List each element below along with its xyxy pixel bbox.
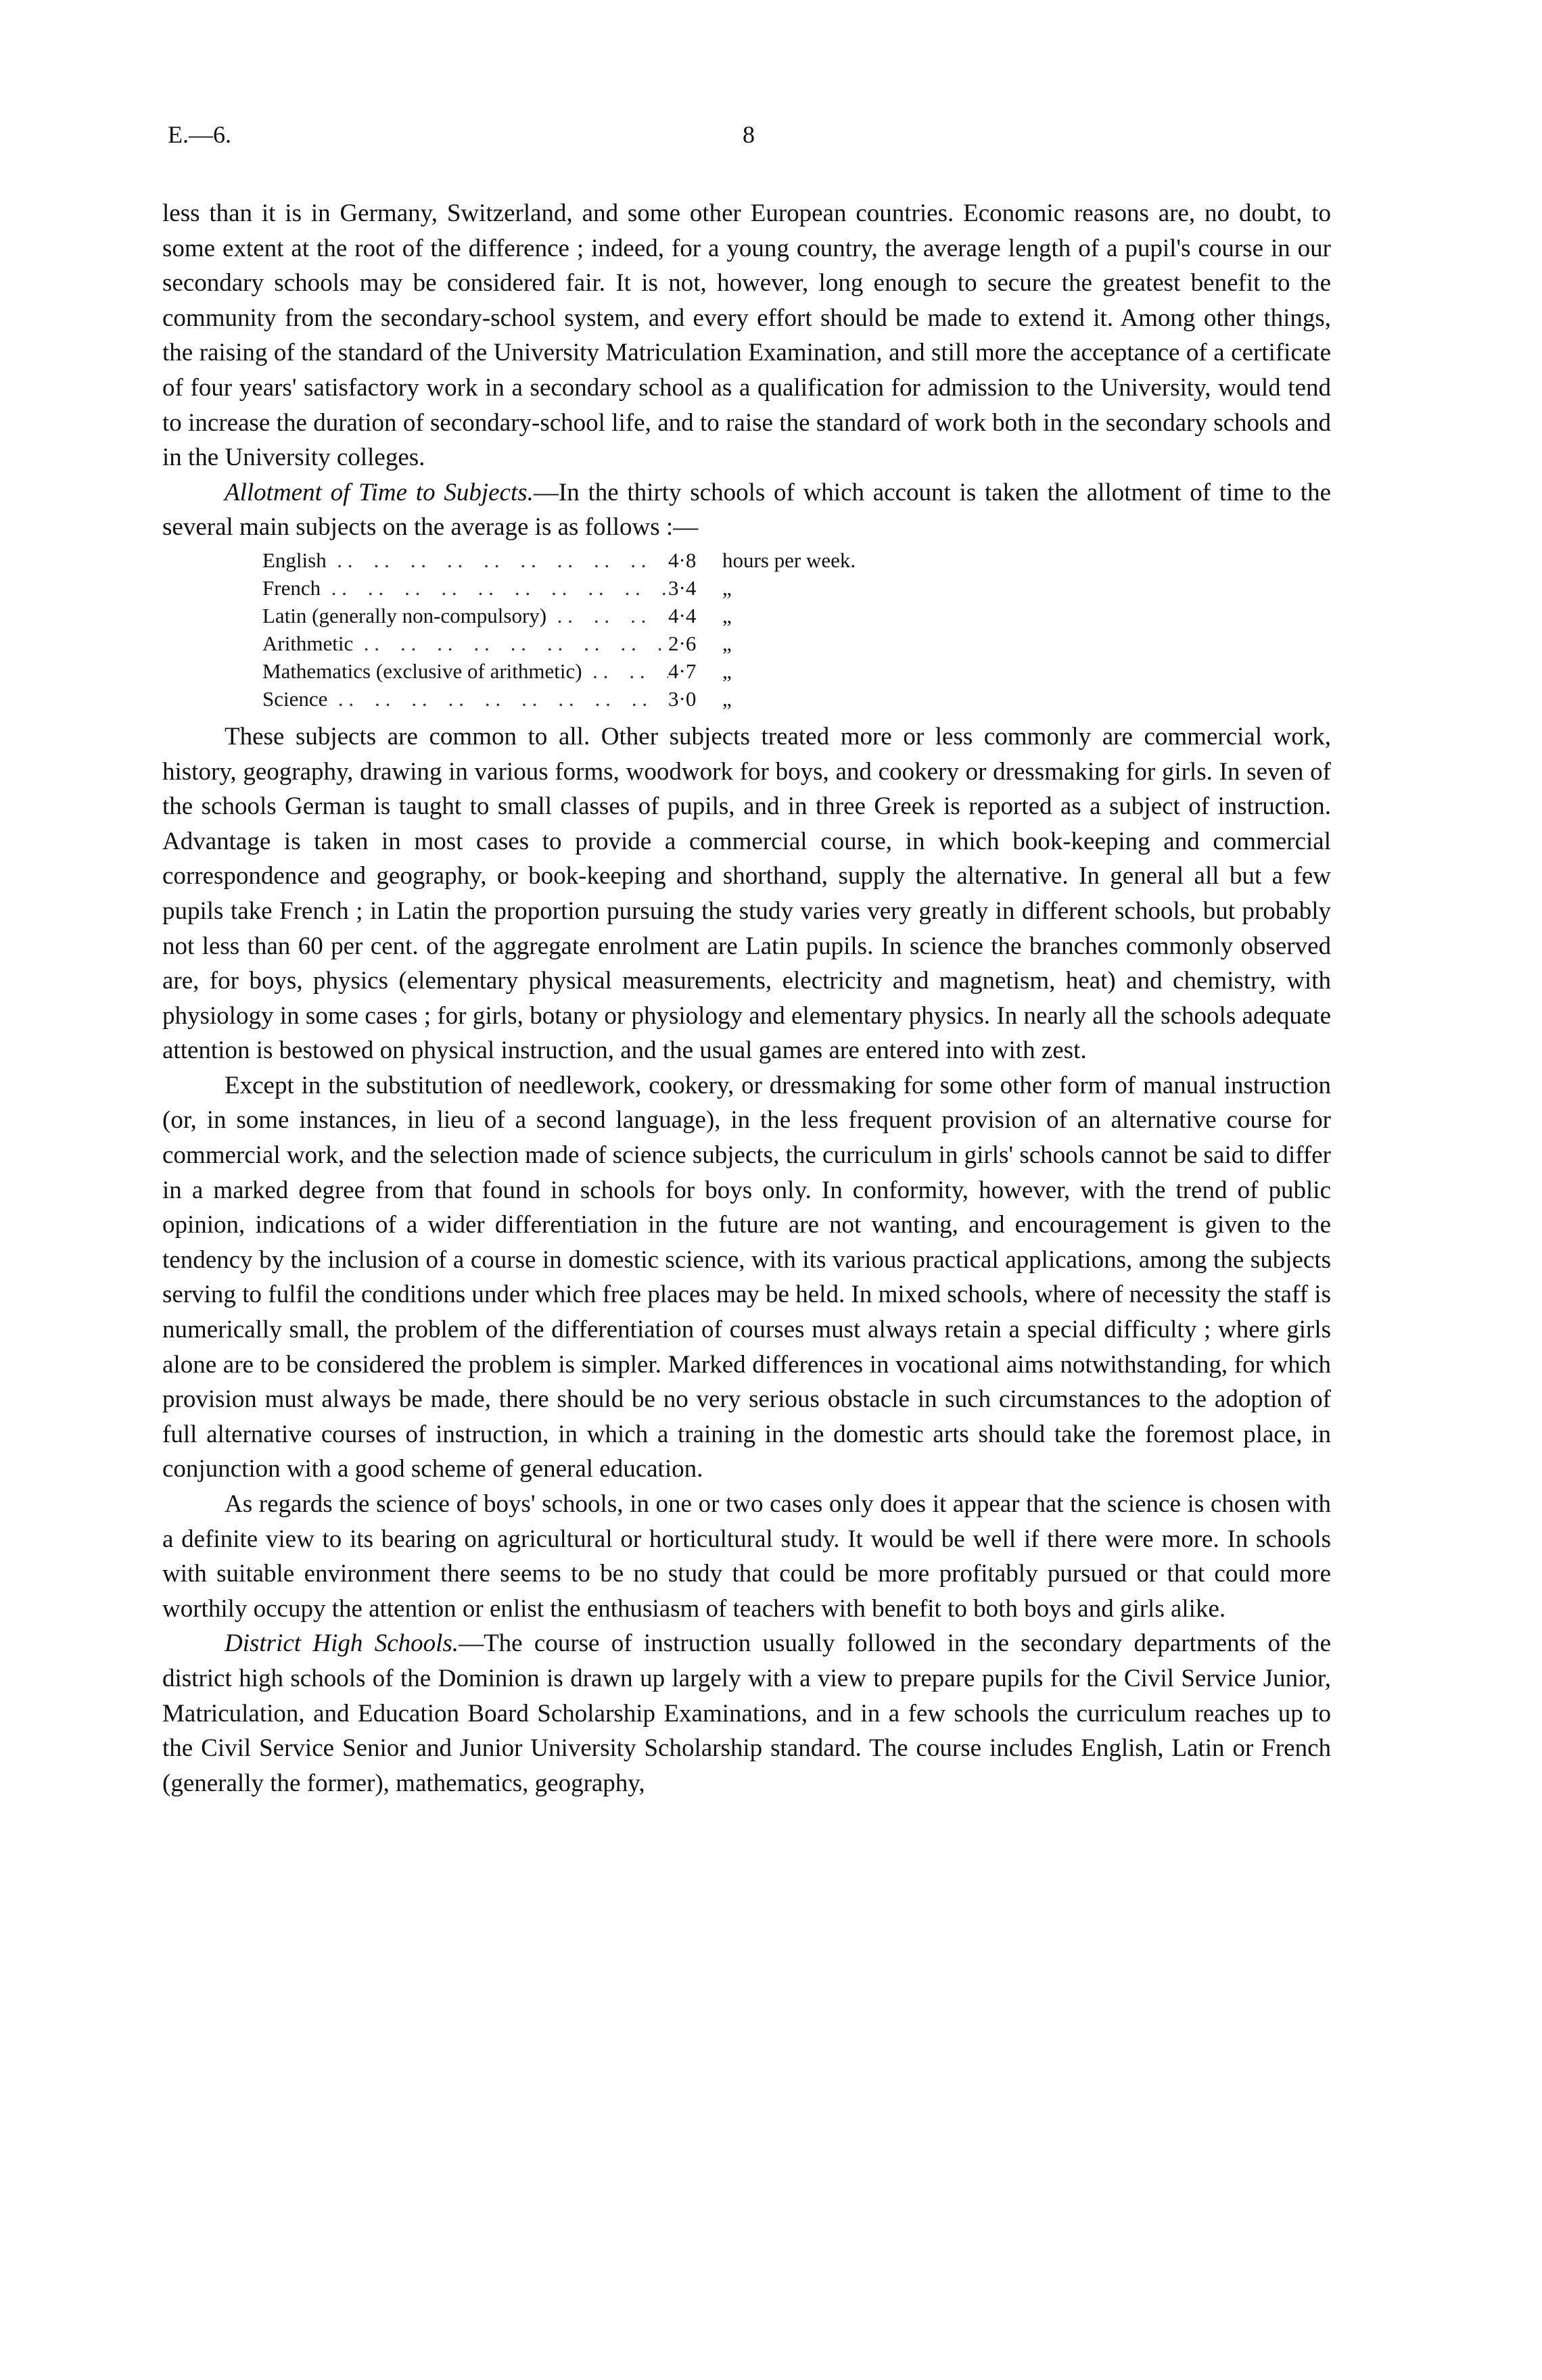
hours-unit: hours per week.: [722, 548, 856, 572]
paragraph-district-text: —The course of instruction usually followed in the secondary departments of the district high schools of the Dominion is drawn up largely with a view to prepare pupils for the Civil Service Junior, Matriculation, and Education Board Scholarship Examinations, and in a few schools the curriculum reaches up to the Civil Service Senior and Junior University Scholarship standard. The course includes English, Latin or French (generally the former), mathematics, geography,: [162, 1629, 1331, 1797]
subject-name: Mathematics (exclusive of arithmetic) . .: [262, 657, 668, 685]
paragraph-district-high-schools: [162, 1626, 1331, 1801]
paragraph-continuation: less than it is in Germany, Switzerland, and some other European countries. Economic reasons are, no doubt, to some extent at the root of the difference ; indeed, for a young country, the average length of a pupil's course in our secondary schools may be considered fair. It is not, however, long enough to secure the greatest benefit to the community from the secondary-school system, and every effort should be made to extend it. Among other things, the raising of the standard of the University Matriculation Examination, and still more the acceptance of a certificate of four years' satisfactory work in a secondary school as a qualification for admission to the University, would tend to increase the duration of secondary-school life, and to raise the standard of work both in the secondary schools and in the University colleges.: [162, 199, 1331, 472]
subject-name: French . .: [262, 574, 668, 602]
hours-unit: „: [722, 631, 732, 655]
table-row: [262, 629, 1331, 657]
section-heading-district-high-schools: District High Schools.: [225, 1629, 459, 1658]
table-row: [262, 657, 1331, 685]
table-row: [262, 602, 1331, 629]
time-allotment-table: [262, 546, 1331, 713]
hours-value: 4·4: [668, 603, 697, 627]
page-number: 8: [743, 121, 755, 148]
hours-value: 3·4: [668, 575, 697, 600]
table-row: [262, 546, 1331, 574]
paragraph-allotment-text: —In the thirty schools of which account is taken the allotment of time to the several main subjects on the average is as follows :—: [162, 478, 1331, 542]
hours-value: 4·7: [668, 659, 697, 683]
table-row: [262, 574, 1331, 602]
document-reference: E.—6.: [168, 121, 231, 148]
subject-name: English . .: [262, 546, 668, 574]
paragraph-common-subjects: These subjects are common to all. Other subjects treated more or less commonly are commercial work, history, geography, drawing in various forms, woodwork for boys, and cookery or dressmaking for girls. In seven of the schools German is taught to small classes of pupils, and in three Greek is reported as a subject of instruction. Advantage is taken in most cases to provide a commercial course, in which book-keeping and commercial correspondence and geography, or book-keeping and shorthand, supply the alternative. In general all but a few pupils take French ; in Latin the proportion pursuing the study varies very greatly in different schools, but probably not less than 60 per cent. of the aggregate enrolment are Latin pupils. In science the branches commonly observed are, for boys, physics (elementary physical measurements, electricity and magnetism, heat) and chemistry, with physiology in some cases ; for girls, botany or physiology and elementary physics. In nearly all the schools adequate attention is bestowed on physical instruction, and the usual games are entered into with zest.: [162, 722, 1331, 1065]
subject-name: Science . .: [262, 685, 668, 713]
paragraph-allotment: [162, 475, 1331, 545]
subject-name: Latin (generally non-compulsory) . .: [262, 602, 668, 629]
table-row: [262, 685, 1331, 713]
paragraph-girls-schools: Except in the substitution of needlework, cookery, or dressmaking for some other form of manual instruction (or, in some instances, in lieu of a second language), in the less frequent provision of an alternative course for commercial work, and the selection made of science subjects, the curriculum in girls' schools cannot be said to differ in a marked degree from that found in schools for boys only. In conformity, however, with the trend of public opinion, indications of a wider differentiation in the future are not wanting, and encouragement is given to the tendency by the inclusion of a course in domestic science, with its various practical applications, among the subjects serving to fulfil the conditions under which free places may be held. In mixed schools, where of necessity the staff is numerically small, the problem of the differentiation of courses must always retain a special difficulty ; where girls alone are to be considered the problem is simpler. Marked differences in vocational aims notwithstanding, for which provision must always be made, there should be no very serious obstacle in such circumstances to the adoption of full alternative courses of instruction, in which a training in the domestic arts should take the foremost place, in conjunction with a good scheme of general education.: [162, 1071, 1331, 1483]
section-heading-allotment: Allotment of Time to Subjects.: [225, 478, 534, 506]
hours-value: 4·8: [668, 548, 697, 572]
hours-value: 2·6: [668, 631, 697, 655]
body-text: [162, 196, 1331, 1801]
paragraph-boys-science: As regards the science of boys' schools, in one or two cases only does it appear that the science is chosen with a definite view to its bearing on agricultural or horticultural study. It would be well if there were more. In schools with suitable environment there seems to be no study that could be more profitably pursued or that could more worthily occupy the attention or enlist the enthusiasm of teachers with benefit to both boys and girls alike.: [162, 1490, 1331, 1623]
hours-unit: „: [722, 659, 732, 683]
hours-value: 3·0: [668, 686, 697, 711]
subject-name: Arithmetic . .: [262, 629, 668, 657]
page-header: [168, 120, 1331, 161]
hours-unit: „: [722, 686, 732, 711]
hours-unit: „: [722, 575, 732, 600]
hours-unit: „: [722, 603, 732, 627]
